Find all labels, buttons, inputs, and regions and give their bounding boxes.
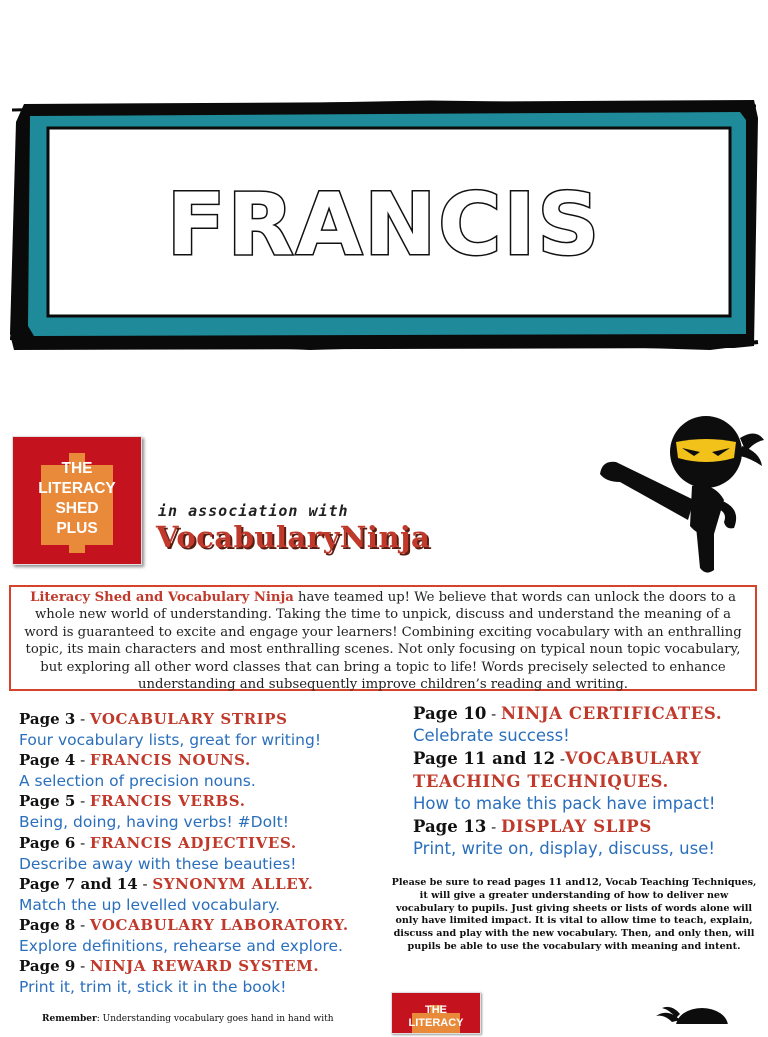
section-title: FRANCIS VERBS. [89,792,246,810]
remember-text: : Understanding vocabulary goes hand in hand with [96,1014,334,1024]
list-item: Page 11 and 12 -VOCABULARY [413,749,702,768]
logo-line: SHED [55,500,99,517]
logo-line: THE [61,460,93,477]
teaching-note: Please be sure to read pages 11 and12, Vocab Teaching Techniques, it will give a greater understanding of how to deliver new vocabulary to pupils. Just giving sheets or lists of words alone will only have limited impact. It is vital to allow time to teach, explain, discuss and play with the new vocabulary. Then, and only then, will pupils be able to use the vocabulary with meaning and intent. [391,877,757,952]
list-item: Page 5 - FRANCIS VERBS. [19,792,246,810]
page-number: Page 11 and 12 [413,749,556,768]
list-item: Page 13 - DISPLAY SLIPS [413,817,652,836]
logo-line: PLUS [56,520,98,537]
ninja-mascot-small-icon [650,1000,740,1024]
page-number: Page 8 [19,916,76,934]
section-description: Four vocabulary lists, great for writing! [19,731,322,749]
list-item: Page 3 - VOCABULARY STRIPS [19,710,288,728]
section-title: VOCABULARY STRIPS [89,710,288,728]
section-title: FRANCIS NOUNS. [89,751,251,769]
page-title: FRANCIS [166,175,602,275]
section-title-continued: TEACHING TECHNIQUES. [413,772,669,791]
section-description: Being, doing, having verbs! #DoIt! [19,813,289,831]
logo-line: LITERACY [408,1017,464,1029]
list-item: Page 9 - NINJA REWARD SYSTEM. [19,957,320,975]
section-description: Describe away with these beauties! [19,855,297,873]
page-number: Page 13 [413,817,487,836]
page-number: Page 10 [413,704,487,723]
page-number: Page 9 [19,957,76,975]
section-description: Celebrate success! [413,726,570,745]
page-number: Page 6 [19,834,76,852]
list-item: Page 10 - NINJA CERTIFICATES. [413,704,723,723]
section-description: How to make this pack have impact! [413,794,716,813]
page-number: Page 5 [19,792,76,810]
section-description: Match the up levelled vocabulary. [19,896,281,914]
literacy-shed-plus-logo [12,436,142,565]
list-item: Page 6 - FRANCIS ADJECTIVES. [19,834,297,852]
page-number: Page 7 and 14 [19,875,138,893]
logo-line: LITERACY [38,480,116,497]
section-title: NINJA CERTIFICATES. [501,704,723,723]
remember-note [42,1014,372,1024]
section-title: VOCABULARY LABORATORY. [89,916,349,934]
logo-line: THE [425,1004,447,1016]
section-title: SYNONYM ALLEY. [152,875,314,893]
section-title: VOCABULARY [564,749,702,768]
section-title: NINJA REWARD SYSTEM. [89,957,320,975]
intro-box [9,585,757,691]
remember-label: Remember [42,1014,97,1024]
literacy-shed-plus-logo-small [391,992,481,1034]
section-description: Print it, trim it, stick it in the book! [19,978,287,996]
ninja-mascot-icon [596,408,768,576]
page-number: Page 3 [19,710,76,728]
list-item: Page 8 - VOCABULARY LABORATORY. [19,916,349,934]
list-item: Page 4 - FRANCIS NOUNS. [19,751,251,769]
list-item: Page 7 and 14 - SYNONYM ALLEY. [19,875,314,893]
vocabulary-ninja-name: VocabularyNinja [156,520,431,554]
section-title: FRANCIS ADJECTIVES. [89,834,297,852]
page-number: Page 4 [19,751,76,769]
section-description: Explore definitions, rehearse and explore. [19,937,343,955]
association-label: in association with [158,502,349,520]
section-description: A selection of precision nouns. [19,772,256,790]
intro-highlight: Literacy Shed and Vocabulary Ninja [30,590,294,605]
intro-text: have teamed up! We believe that words can unlock the doors to a whole new world of understanding. Taking the time to unpick, discuss and understand the meaning of a word is guaranteed to excite and engage your learners! Combining exciting vocabulary with an enthralling topic, its main characters and most enthralling scenes. Not only focusing on typical noun topic vocabulary, but exploring all other word classes that can bring a topic to life! Words precisely selected to enhance understanding and subsequently improve children’s reading and writing. [24,590,742,693]
section-title: DISPLAY SLIPS [501,817,652,836]
section-description: Print, write on, display, discuss, use! [413,839,715,858]
